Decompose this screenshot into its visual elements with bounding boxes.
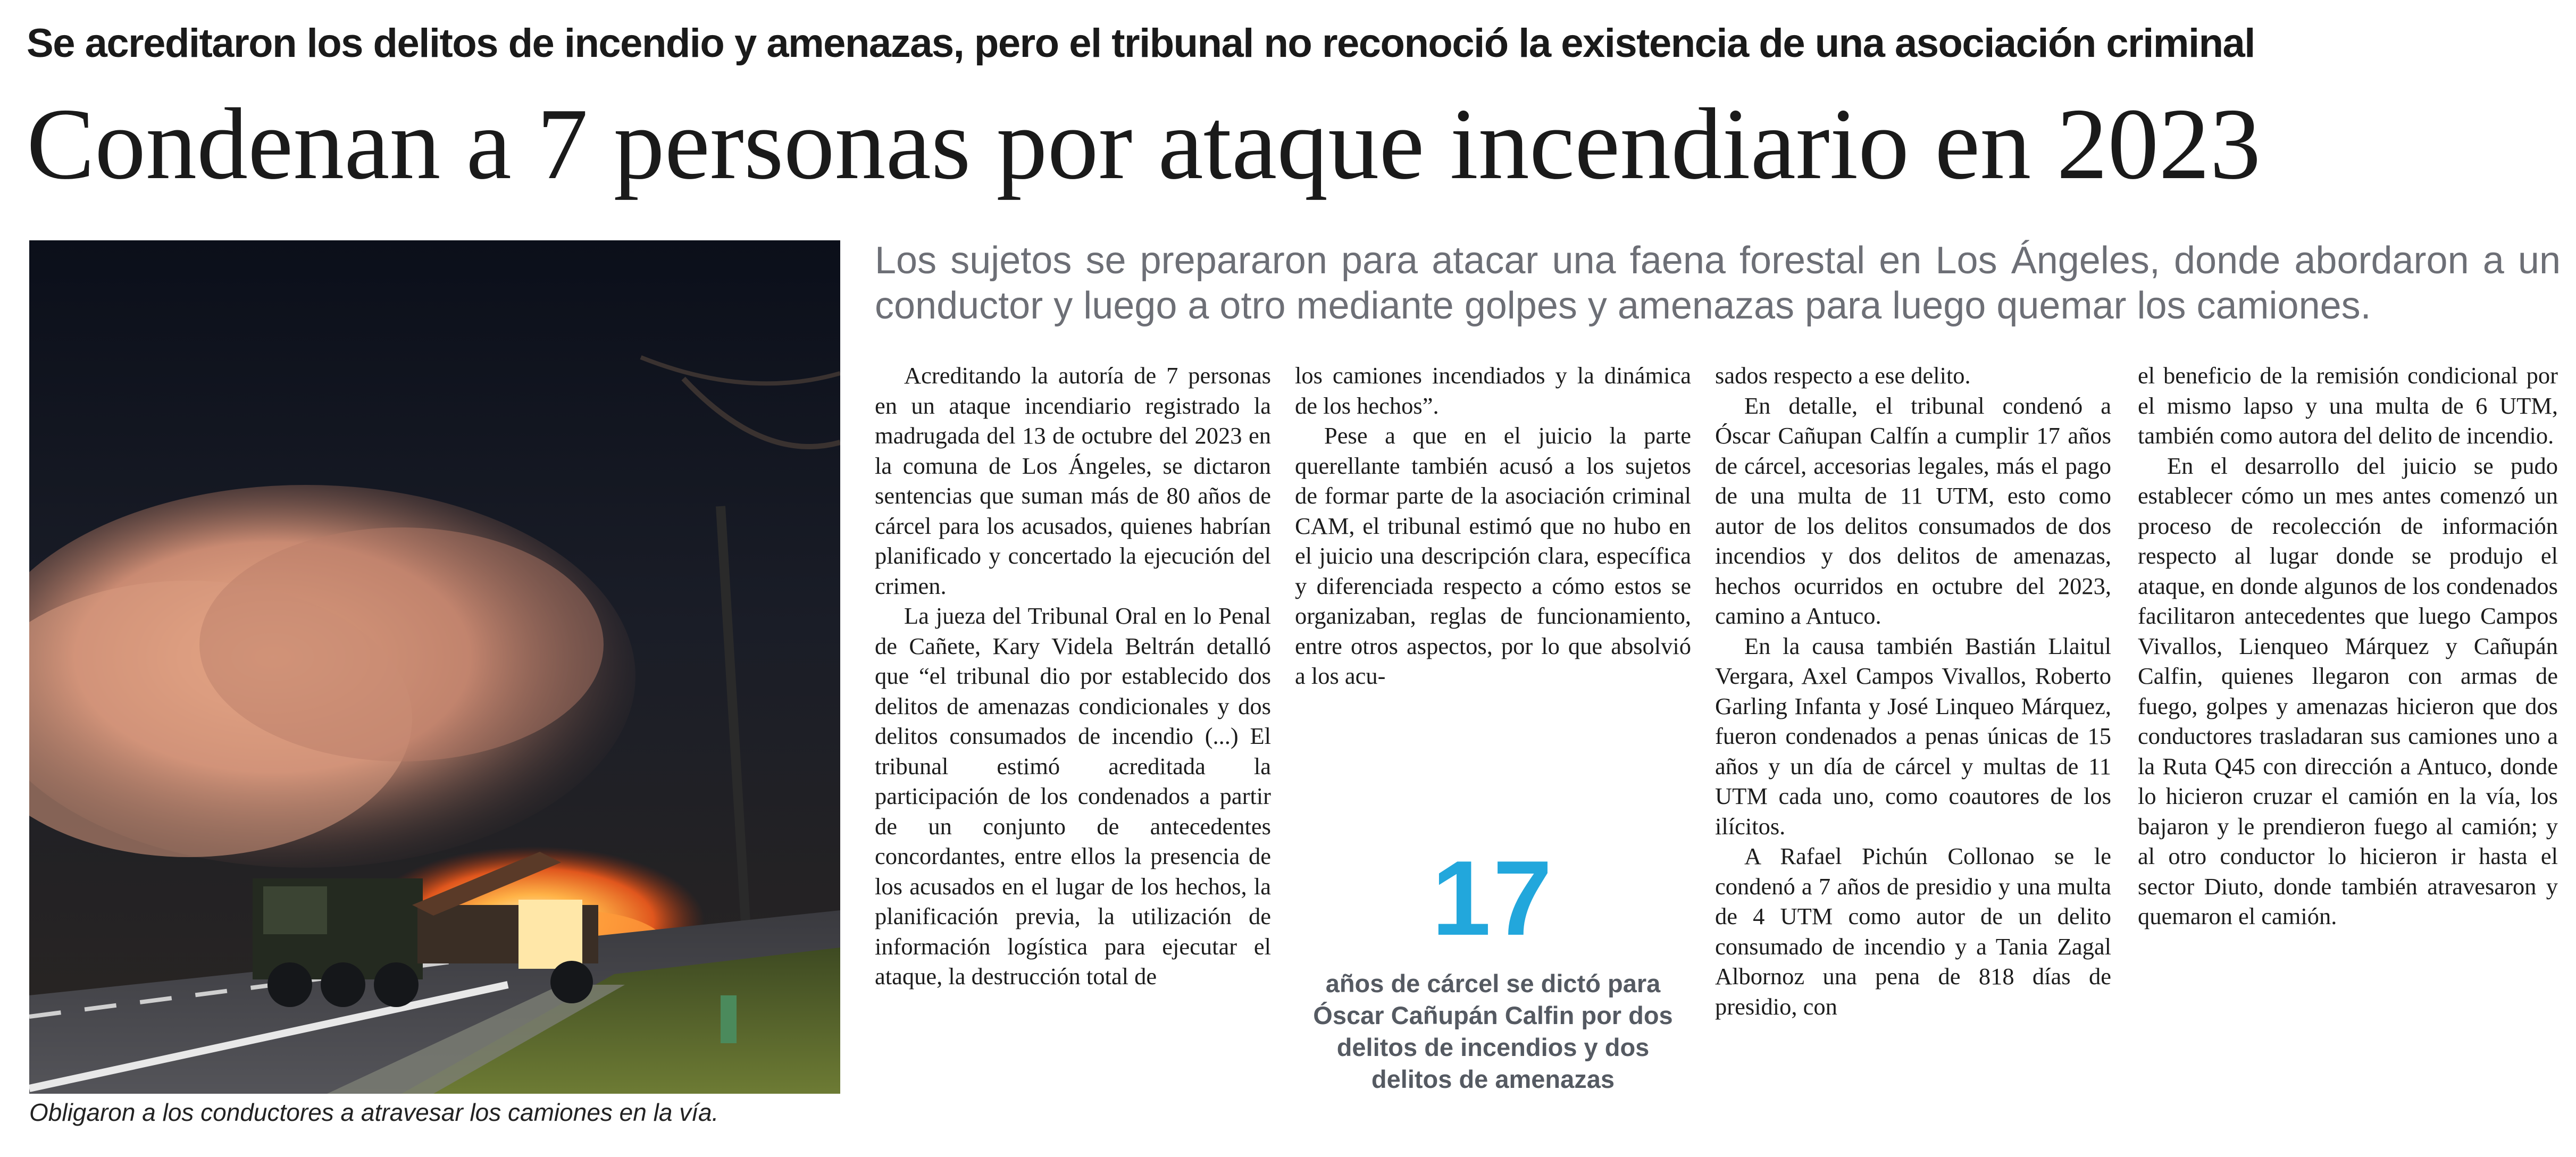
paragraph: el beneficio de la remisión condicional por el mismo lapso y una multa de 6 UTM, también como autora del delito de incendio. <box>2138 362 2558 449</box>
body-column-3 <box>1715 360 2111 1137</box>
paragraph: Pese a que en el juicio la parte querellante también acusó a los sujetos de formar parte de la asociación criminal CAM, el tribunal estimó que no hubo en el juicio una descripción clara, específica y diferenciada respecto a cómo estos se organizaban, reglas de funcionamiento, entre otros aspectos, por lo que absolvió a los acu- <box>1295 422 1691 689</box>
paragraph: los camiones incendiados y la dinámica de los hechos”. <box>1295 362 1691 419</box>
body-column-1 <box>875 360 1271 1137</box>
paragraph: Acreditando la autoría de 7 personas en un ataque incendiario registrado la madrugada del 13 de octubre del 2023 en la comuna de Los Ángeles, se dictaron sentencias que suman más de 80 años de cárcel para los acusados, quienes habrían planificado y concertado la ejecución del crimen. <box>875 362 1271 599</box>
photo-caption: Obligaron a los conductores a atravesar los camiones en la vía. <box>29 1099 719 1126</box>
burning-truck-night-photo <box>29 240 840 1094</box>
article-deck: Los sujetos se prepararon para atacar una faena forestal en Los Ángeles, donde abordaron a un conductor y luego a otro mediante golpes y amenazas para luego quemar los camiones. <box>875 239 2561 327</box>
pull-quote-text: años de cárcel se dictó para Óscar Cañupán Calfin por dos delitos de incendios y dos delitos de amenazas <box>1313 969 1673 1094</box>
article-photo <box>29 240 840 1094</box>
body-column-2 <box>1295 360 1691 754</box>
pull-quote <box>1295 839 1691 1096</box>
paragraph: En la causa también Bastián Llaitul Vergara, Axel Campos Vivallos, Roberto Garling Infanta y José Linqueo Márquez, fueron condenados a penas únicas de 15 años y un día de cárcel y multas de 11 UTM cada uno, como coautores de los ilícitos. <box>1715 632 2111 840</box>
paragraph: En el desarrollo del juicio se pudo establecer cómo un mes antes comenzó un proceso de recolección de información respecto al lugar donde se produjo el ataque, en donde algunos de los condenados facilitaron antecedentes que luego Campos Vivallos, Lienqueo Márquez y Cañupán Calfin, quienes llegaron con armas de fuego, golpes y amenazas hicieron que dos conductores trasladaran sus camiones uno a la Ruta Q45 con dirección a Antuco, donde lo hicieron cruzar el camión en la vía, los bajaron y le prendieron fuego al camión; y al otro conductor lo hicieron ir hasta el sector Diuto, donde también atravesaron y quemaron el camión. <box>2138 452 2558 929</box>
body-column-4 <box>2138 360 2558 1137</box>
article-headline: Condenan a 7 personas por ataque incendiario en 2023 <box>27 87 2261 200</box>
paragraph: A Rafael Pichún Collonao se le condenó a 7 años de presidio y una multa de 4 UTM como autor de un delito consumado de incendio y a Tania Zagal Albornoz una pena de 818 días de presidio, con <box>1715 843 2111 1020</box>
paragraph: En detalle, el tribunal condenó a Óscar Cañupan Calfín a cumplir 17 años de cárcel, accesorias legales, más el pago de una multa de 11 UTM, esto como autor de los delitos consumados de dos incendios y dos delitos de amenazas, hechos ocurridos en octubre del 2023, camino a Antuco. <box>1715 392 2111 629</box>
paragraph: sados respecto a ese delito. <box>1715 362 1971 389</box>
pull-quote-number: 17 <box>1432 839 1554 958</box>
article-kicker: Se acreditaron los delitos de incendio y amenazas, pero el tribunal no reconoció la existencia de una asociación criminal <box>27 21 2255 66</box>
paragraph: La jueza del Tribunal Oral en lo Penal de Cañete, Kary Videla Beltrán detalló que “el tribunal dio por establecido dos delitos de amenazas condicionales y dos delitos consumados de incendio (...) El tribunal estimó acreditada la participación de los condenados a partir de un conjunto de antecedentes concordantes, entre ellos la presencia de los acusados en el lugar de los hechos, la planificación previa, la utilización de información logística para ejecutar el ataque, la destrucción total de <box>875 602 1271 990</box>
